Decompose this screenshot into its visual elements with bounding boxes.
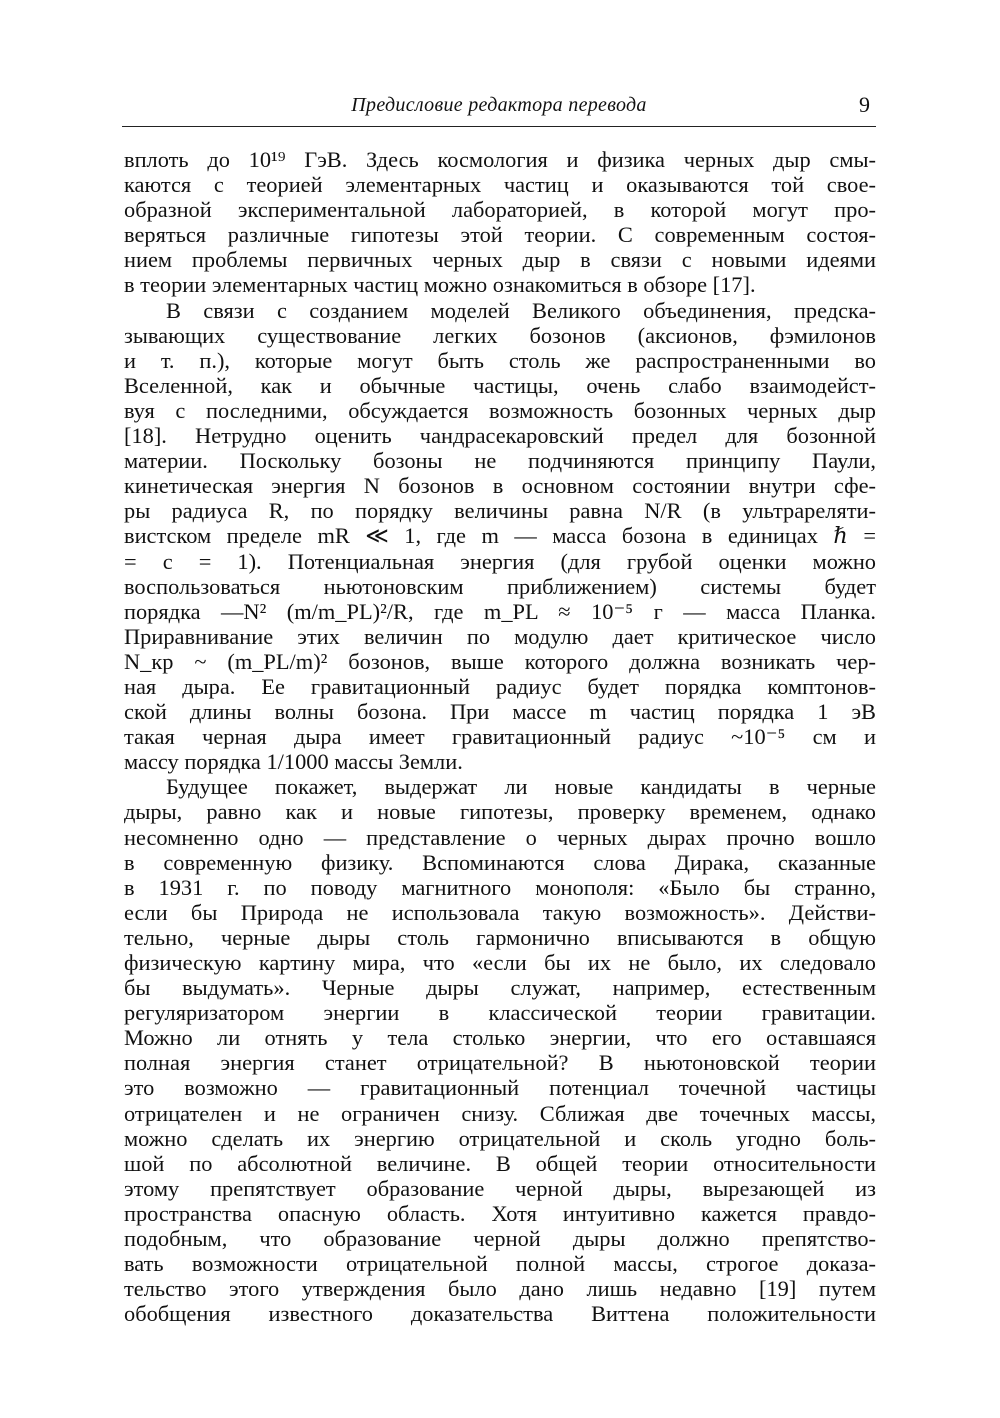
text-line: физическую картину мира, что «если бы их не было, их следовало (124, 950, 876, 975)
text-line: тельство этого утверждения было дано лишь недавно [19] путем (124, 1276, 876, 1302)
text-line: шой по абсолютной величине. В общей теории относительности (124, 1150, 876, 1176)
text-line: массу порядка 1/1000 массы Земли. (124, 749, 463, 775)
text-line: и т. п.), которые могут быть столь же распространенными во (124, 347, 876, 373)
text-line: = c = 1). Потенциальная энергия (для грубой оценки можно (124, 548, 876, 574)
text-line: несомненно одно — представление о черных дырах прочно вошло (124, 824, 876, 850)
text-line: вплоть до 10¹⁹ ГэВ. Здесь космология и физика черных дыр смы- (124, 147, 876, 172)
page-number: 9 (859, 92, 870, 117)
text-line: в теории элементарных частиц можно ознакомиться в обзоре [17]. (124, 272, 756, 298)
text-line: материи. Поскольку бозоны не подчиняются принципу Паули, (124, 448, 876, 474)
running-title: Предисловие редактора перевода (351, 94, 647, 116)
text-line: вать возможности отрицательной полной массы, строгое доказа- (124, 1251, 876, 1277)
text-line: бы выдумать». Черные дыры служат, например, естественным (124, 975, 876, 1001)
text-line: кинетическая энергия N бозонов в основном состоянии внутри сфе- (124, 473, 876, 499)
text-line: каются с теорией элементарных частиц и оказываются той свое- (124, 172, 876, 198)
text-line: в современную физику. Вспоминаются слова Дирака, сказанные (124, 849, 876, 875)
text-line: образной экспериментальной лабораторией, в которой могут про- (124, 197, 876, 223)
text-line: это возможно — гравитационный потенциал точечной частицы (124, 1075, 876, 1101)
text-line: Вселенной, как и обычные частицы, очень слабо взаимодейст- (124, 372, 876, 398)
text-line: дыры, равно как и новые гипотезы, проверку временем, однако (124, 799, 876, 825)
text-line: Будущее покажет, выдержат ли новые кандидаты в черные (166, 774, 876, 800)
text-line: если бы Природа не использовала такую возможность». Действи- (124, 899, 876, 925)
text-line: веряться различные гипотезы этой теории. С современным состоя- (124, 222, 876, 248)
text-line: Можно ли отнять у тела столько энергии, что его оставшаяся (124, 1025, 876, 1051)
text-line: вистском пределе mR ≪ 1, где m — масса бозона в единицах ℏ = (124, 523, 876, 549)
text-line: такая черная дыра имеет гравитационный радиус ~10⁻⁵ см и (124, 724, 876, 750)
running-header (122, 92, 876, 127)
text-line: можно сделать их энергию отрицательной и сколь угодно боль- (124, 1125, 876, 1151)
paragraph (124, 298, 876, 775)
text-line: [18]. Нетрудно оценить чандрасекаровский предел для бозонной (124, 423, 876, 449)
text-line: В связи с созданием моделей Великого объединения, предска- (166, 297, 876, 323)
text-line: обобщения известного доказательства Виттена положительности (124, 1301, 876, 1327)
text-line: подобным, что образование черной дыры должно препятство- (124, 1226, 876, 1252)
text-line: вуя с последними, обсуждается возможность бозонных черных дыр (124, 397, 876, 423)
text-line: воспользоваться ньютоновским приближением) системы будет (124, 573, 876, 599)
paragraph (124, 774, 876, 1326)
text-line: пространства опасную область. Хотя интуитивно кажется правдо- (124, 1200, 876, 1226)
text-line: отрицателен и не ограничен снизу. Сближая две точечных массы, (124, 1100, 876, 1126)
text-line: нием проблемы первичных черных дыр в связи с новыми идеями (124, 247, 876, 273)
body-text (124, 147, 876, 1326)
text-line: в 1931 г. по поводу магнитного монополя: «Было бы странно, (124, 874, 876, 900)
paragraph (124, 147, 876, 298)
text-line: регуляризатором энергии в классической теории гравитации. (124, 1000, 876, 1026)
text-line: ры радиуса R, по порядку величины равна N/R (в ультрареляти- (124, 498, 876, 524)
text-line: N_кр ~ (m_PL/m)² бозонов, выше которого должна возникать чер- (124, 648, 876, 674)
text-line: этому препятствует образование черной дыры, вырезающей из (124, 1175, 876, 1201)
text-line: порядка —N² (m/m_PL)²/R, где m_PL ≈ 10⁻⁵ г — масса Планка. (124, 598, 876, 624)
text-line: ная дыра. Ее гравитационный радиус будет порядка комптонов- (124, 673, 876, 699)
text-line: зывающих существование легких бозонов (аксионов, фэмилонов (124, 322, 876, 348)
text-line: полная энергия станет отрицательной? В ньютоновской теории (124, 1050, 876, 1076)
text-line: Приравнивание этих величин по модулю дает критическое число (124, 623, 876, 649)
text-line: тельно, черные дыры столь гармонично вписываются в общую (124, 924, 876, 950)
text-line: ской длины волны бозона. При массе m частиц порядка 1 эВ (124, 699, 876, 725)
